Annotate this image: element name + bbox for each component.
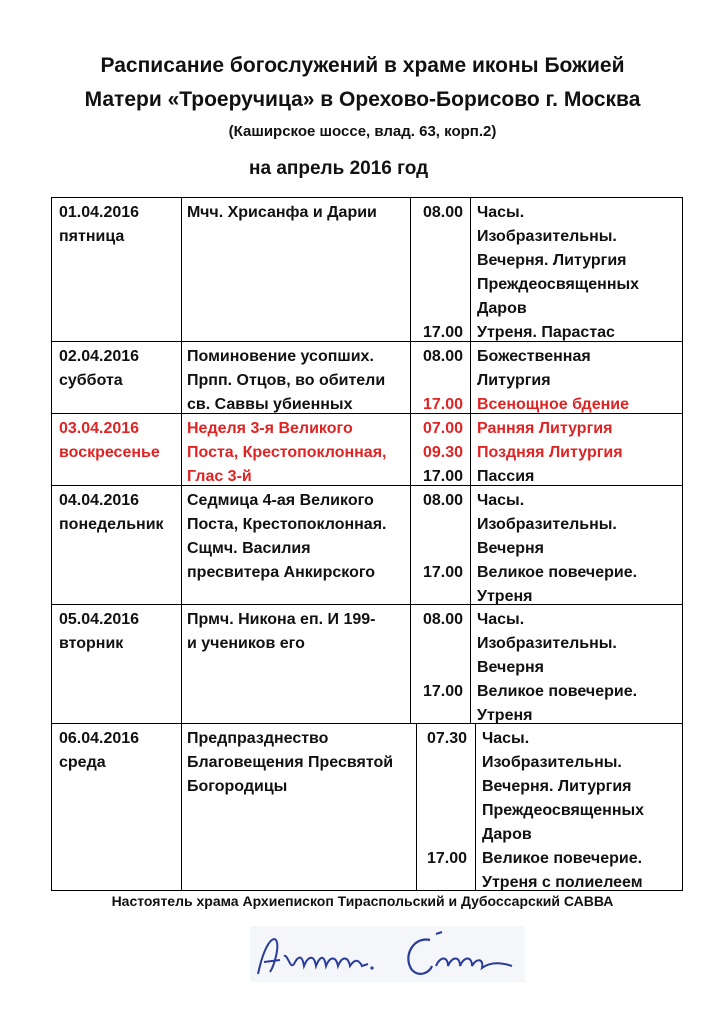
- times-cell: [411, 345, 463, 417]
- service-time: 17.00: [422, 324, 463, 341]
- service-time: [415, 799, 467, 823]
- date: 01.04.2016: [59, 204, 140, 221]
- event-line: Поминовение усопших.: [187, 348, 374, 365]
- service-line: Божественная: [477, 348, 591, 365]
- weekday: пятница: [59, 228, 125, 245]
- services-cell: [477, 608, 681, 728]
- date-cell: [59, 201, 179, 249]
- period: на апрель 2016 год: [249, 158, 429, 179]
- event-cell: [187, 727, 412, 799]
- service-line: Вечерня: [477, 659, 545, 676]
- service-time: 17.00: [422, 468, 463, 485]
- service-time: 17.00: [422, 564, 463, 581]
- service-time: [411, 297, 463, 321]
- service-line: Утреня: [477, 707, 533, 724]
- date: 05.04.2016: [59, 611, 140, 628]
- service-line: Всенощное бдение: [477, 396, 630, 413]
- service-time: [415, 775, 467, 799]
- service-line: Часы.: [482, 730, 530, 747]
- date-cell: [59, 489, 179, 537]
- event-line: Прпп. Отцов, во обители: [187, 372, 386, 389]
- service-time: 08.00: [422, 492, 463, 509]
- service-time: 07.30: [426, 730, 467, 747]
- table-row: [51, 604, 683, 723]
- date-cell: [59, 417, 179, 465]
- service-line: Изобразительны.: [477, 516, 617, 533]
- service-time: [411, 513, 463, 537]
- service-time: 08.00: [422, 348, 463, 365]
- event-line: Прмч. Никона еп. И 199-: [187, 611, 376, 628]
- date-cell: [59, 727, 179, 775]
- service-time: [411, 249, 463, 273]
- service-line: Вечерня. Литургия: [482, 778, 632, 795]
- services-cell: [477, 201, 681, 345]
- service-line: Часы.: [477, 611, 525, 628]
- service-line: Вечерня. Литургия: [477, 252, 627, 269]
- event-cell: [187, 417, 412, 489]
- table-row: [51, 723, 683, 890]
- service-line: Ранняя Литургия: [477, 420, 613, 437]
- event-line: Глас 3-й: [187, 468, 252, 485]
- service-time: [411, 225, 463, 249]
- event-cell: [187, 608, 412, 656]
- service-line: Преждеосвященных: [477, 276, 640, 293]
- service-line: Преждеосвященных: [482, 802, 645, 819]
- service-time: 17.00: [422, 683, 463, 700]
- times-cell: [411, 489, 463, 609]
- event-cell: [187, 201, 412, 225]
- service-time: [415, 751, 467, 775]
- event-line: Поста, Крестопоклонная.: [187, 516, 387, 533]
- event-line: Седмица 4-ая Великого: [187, 492, 374, 509]
- event-line: Неделя 3-я Великого: [187, 420, 353, 437]
- service-line: Часы.: [477, 492, 525, 509]
- table-row: [51, 485, 683, 604]
- weekday: среда: [59, 754, 106, 771]
- service-line: Поздняя Литургия: [477, 444, 623, 461]
- weekday: вторник: [59, 635, 124, 652]
- service-line: Великое повечерие.: [477, 683, 638, 700]
- service-line: Даров: [477, 300, 527, 317]
- title-line-1: Расписание богослужений в храме иконы Божией: [100, 54, 625, 77]
- signature: [250, 926, 525, 982]
- weekday: суббота: [59, 372, 123, 389]
- service-time: [411, 369, 463, 393]
- service-line: Утреня с полиелеем: [482, 874, 643, 891]
- date: 02.04.2016: [59, 348, 140, 365]
- event-line: Сщмч. Василия: [187, 540, 311, 557]
- event-cell: [187, 489, 412, 585]
- table-row: [51, 341, 683, 413]
- event-cell: [187, 345, 412, 417]
- date-cell: [59, 608, 179, 656]
- event-line: и учеников его: [187, 635, 305, 652]
- service-line: Изобразительны.: [477, 635, 617, 652]
- services-cell: [477, 417, 681, 489]
- date: 03.04.2016: [59, 420, 140, 437]
- service-line: Вечерня: [477, 540, 545, 557]
- date: 04.04.2016: [59, 492, 140, 509]
- times-cell: [411, 417, 463, 489]
- service-line: Великое повечерие.: [477, 564, 638, 581]
- event-line: Богородицы: [187, 778, 288, 795]
- service-line: Изобразительны.: [477, 228, 617, 245]
- times-cell: [411, 608, 463, 728]
- times-cell: [415, 727, 467, 871]
- service-time: 09.30: [422, 444, 463, 461]
- service-time: [411, 656, 463, 680]
- rector-line: Настоятель храма Архиепископ Тираспольский и Дубоссарский САВВА: [111, 893, 614, 909]
- service-time: 08.00: [422, 611, 463, 628]
- event-line: св. Саввы убиенных: [187, 396, 353, 413]
- services-cell: [477, 489, 681, 609]
- service-line: Литургия: [477, 372, 551, 389]
- service-time: [411, 537, 463, 561]
- services-cell: [477, 345, 681, 417]
- date: 06.04.2016: [59, 730, 140, 747]
- event-line: Благовещения Пресвятой: [187, 754, 394, 771]
- event-line: Мчч. Хрисанфа и Дарии: [187, 204, 377, 221]
- schedule-table: [51, 197, 683, 891]
- event-line: Поста, Крестопоклонная,: [187, 444, 387, 461]
- service-line: Пассия: [477, 468, 535, 485]
- service-line: Великое повечерие.: [482, 850, 643, 867]
- service-time: [415, 823, 467, 847]
- service-time: [411, 632, 463, 656]
- event-line: Предпразднество: [187, 730, 329, 747]
- services-cell: [482, 727, 686, 895]
- service-line: Даров: [482, 826, 532, 843]
- handwritten-signature: [250, 926, 525, 982]
- service-time: [411, 273, 463, 297]
- service-line: Утреня: [477, 588, 533, 605]
- date-cell: [59, 345, 179, 393]
- service-time: 17.00: [426, 850, 467, 867]
- address: (Каширское шоссе, влад. 63, корп.2): [228, 123, 497, 140]
- table-row: [51, 413, 683, 485]
- weekday: понедельник: [59, 516, 164, 533]
- service-time: 17.00: [422, 396, 463, 413]
- service-time: 08.00: [422, 204, 463, 221]
- event-line: пресвитера Анкирского: [187, 564, 376, 581]
- service-line: Утреня. Парастас: [477, 324, 615, 341]
- table-row: [51, 197, 683, 341]
- title-line-2: Матери «Троеручица» в Орехово-Борисово г. Москва: [84, 88, 641, 111]
- times-cell: [411, 201, 463, 345]
- service-line: Часы.: [477, 204, 525, 221]
- service-line: Изобразительны.: [482, 754, 622, 771]
- service-time: 07.00: [422, 420, 463, 437]
- weekday: воскресенье: [59, 444, 160, 461]
